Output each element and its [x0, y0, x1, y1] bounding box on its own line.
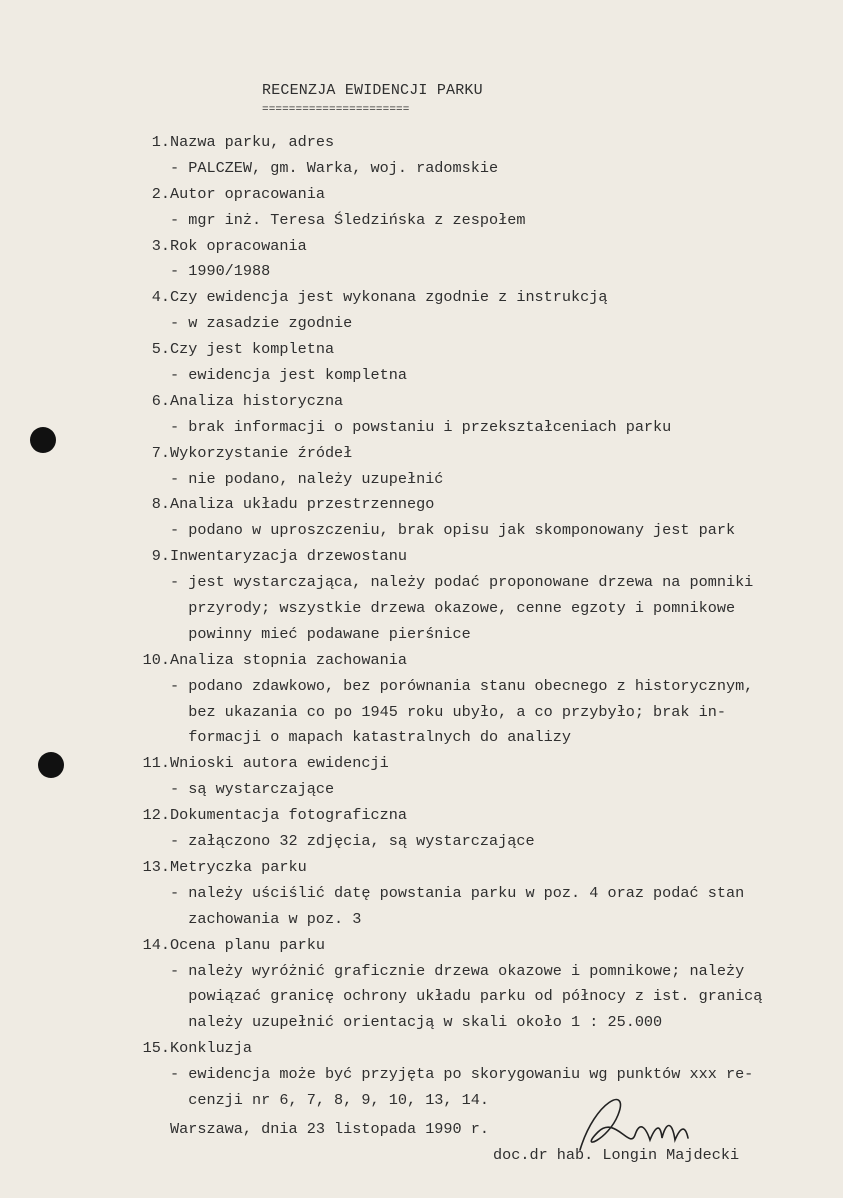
item-detail-line: - mgr inż. Teresa Śledzińska z zespołem [170, 210, 526, 229]
review-item-heading-line [120, 544, 832, 570]
review-item [120, 234, 832, 286]
place-and-date: Warszawa, dnia 23 listopada 1990 r. [170, 1120, 489, 1138]
review-item-heading-line [120, 1036, 832, 1062]
punch-hole-bottom [38, 752, 64, 778]
review-items-list [120, 130, 832, 1114]
item-heading: Konkluzja [170, 1039, 253, 1058]
item-number: 5. [151, 340, 170, 359]
review-item [120, 285, 832, 337]
item-number: 11. [142, 754, 170, 773]
item-heading: Metryczka parku [170, 857, 307, 876]
review-item-heading-line [120, 492, 832, 518]
punch-hole-top [30, 427, 56, 453]
item-detail-line: - brak informacji o powstaniu i przekształceniach parku [170, 417, 672, 436]
review-item [120, 751, 832, 803]
item-detail-line: - należy uściślić datę powstania parku w poz. 4 oraz podać stan [170, 883, 745, 902]
item-detail-line: - PALCZEW, gm. Warka, woj. radomskie [170, 158, 499, 177]
item-number: 1. [151, 133, 170, 151]
item-heading: Analiza stopnia zachowania [170, 650, 407, 669]
item-heading: Autor opracowania [170, 184, 325, 203]
review-item [120, 182, 832, 234]
item-detail-line: - są wystarczające [170, 780, 335, 799]
review-item [120, 803, 832, 855]
item-heading: Nazwa parku, adres [170, 133, 335, 151]
item-detail-line: - nie podano, należy uzupełnić [170, 469, 444, 488]
item-heading: Inwentaryzacja drzewostanu [170, 547, 407, 566]
review-item-heading-line [120, 389, 832, 415]
item-number: 4. [151, 288, 170, 307]
item-heading: Dokumentacja fotograficzna [170, 806, 407, 825]
review-item [120, 389, 832, 441]
item-heading: Analiza historyczna [170, 391, 344, 410]
item-number: 14. [142, 935, 170, 954]
item-number: 2. [151, 184, 170, 203]
review-item [120, 337, 832, 389]
item-number: 15. [142, 1039, 170, 1058]
item-number: 10. [142, 650, 170, 669]
review-item [120, 933, 832, 1037]
title-underline: ====================== [262, 104, 410, 116]
item-detail-line: - podano w uproszczeniu, brak opisu jak skomponowany jest park [170, 521, 736, 540]
item-heading: Wykorzystanie źródeł [170, 443, 353, 462]
item-number: 6. [151, 391, 170, 410]
review-item [120, 130, 832, 182]
item-number: 8. [151, 495, 170, 514]
item-detail-line: - jest wystarczająca, należy podać proponowane drzewa na pomniki [170, 573, 754, 592]
document-title: RECENZJA EWIDENCJI PARKU [262, 82, 483, 99]
review-item [120, 441, 832, 493]
review-item-heading-line [120, 855, 832, 881]
item-number: 13. [142, 857, 170, 876]
item-detail-line: cenzji nr 6, 7, 8, 9, 10, 13, 14. [170, 1090, 489, 1109]
review-item-heading-line [120, 285, 832, 311]
item-detail-line: powinny mieć podawane pierśnice [170, 624, 471, 643]
review-item-heading-line [120, 337, 832, 363]
item-heading: Ocena planu parku [170, 935, 325, 954]
reviewer-signature-line: doc.dr hab. Longin Majdecki [493, 1146, 740, 1164]
item-detail-line: przyrody; wszystkie drzewa okazowe, cenne egzoty i pomnikowe [170, 599, 736, 618]
item-detail-line: zachowania w poz. 3 [170, 909, 362, 928]
review-item-heading-line [120, 803, 832, 829]
review-item [120, 544, 832, 648]
item-detail-line: - podano zdawkowo, bez porównania stanu obecnego z historycznym, [170, 676, 754, 695]
review-item [120, 855, 832, 933]
review-item-heading-line [120, 130, 832, 156]
review-item [120, 492, 832, 544]
item-detail-line: - należy wyróżnić graficznie drzewa okazowe i pomnikowe; należy [170, 961, 745, 980]
item-heading: Analiza układu przestrzennego [170, 495, 435, 514]
item-heading: Rok opracowania [170, 236, 307, 255]
review-item-heading-line [120, 933, 832, 959]
item-detail-line: bez ukazania co po 1945 roku ubyło, a co przybyło; brak in- [170, 702, 726, 721]
review-item [120, 648, 832, 752]
review-item-heading-line [120, 648, 832, 674]
item-heading: Czy ewidencja jest wykonana zgodnie z instrukcją [170, 288, 608, 307]
item-detail-line: powiązać granicę ochrony układu parku od północy z ist. granicą [170, 987, 763, 1006]
review-item-heading-line [120, 182, 832, 208]
item-detail-line: - załączono 32 zdjęcia, są wystarczające [170, 832, 535, 851]
item-number: 7. [151, 443, 170, 462]
item-heading: Czy jest kompletna [170, 340, 335, 359]
item-detail-line: należy uzupełnić orientacją w skali około 1 : 25.000 [170, 1013, 663, 1032]
item-detail-line: - 1990/1988 [170, 262, 271, 281]
item-number: 9. [151, 547, 170, 566]
item-detail-line: formacji o mapach katastralnych do analizy [170, 728, 572, 747]
item-detail-line: - ewidencja może być przyjęta po skorygowaniu wg punktów xxx re- [170, 1065, 754, 1084]
review-item [120, 1036, 832, 1114]
review-item-heading-line [120, 234, 832, 260]
item-number: 12. [142, 806, 170, 825]
item-detail-line: - ewidencja jest kompletna [170, 366, 407, 385]
item-heading: Wnioski autora ewidencji [170, 754, 389, 773]
review-item-heading-line [120, 751, 832, 777]
review-item-heading-line [120, 441, 832, 467]
item-detail-line: - w zasadzie zgodnie [170, 314, 353, 333]
item-number: 3. [151, 236, 170, 255]
